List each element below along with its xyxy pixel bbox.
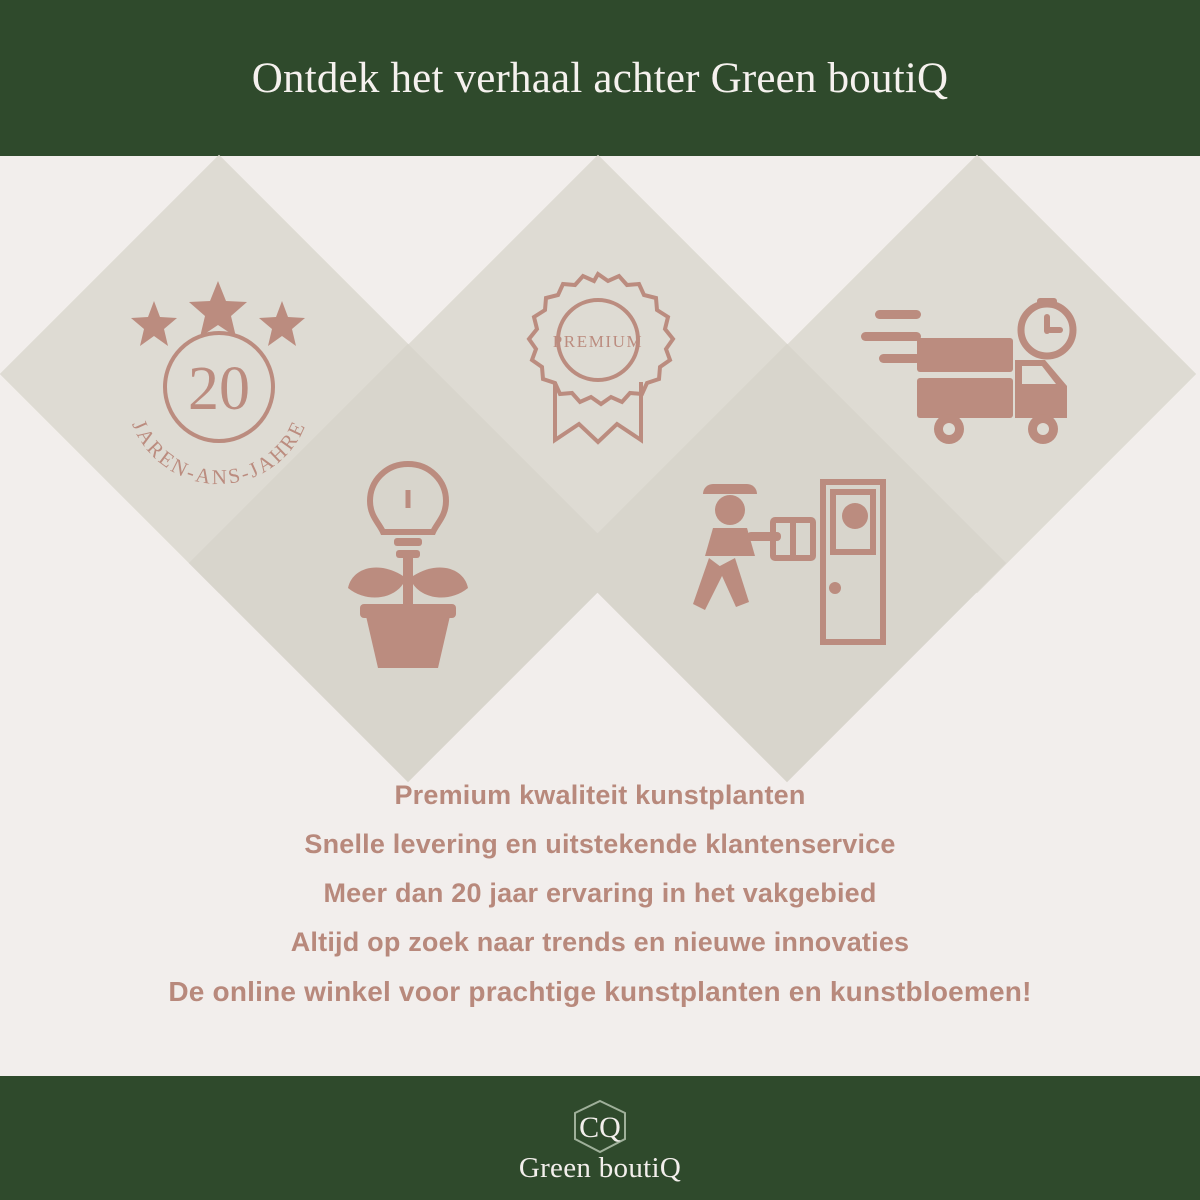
- header-banner: [0, 0, 1200, 156]
- page-title: Ontdek het verhaal achter Green boutiQ: [251, 54, 949, 102]
- list-item: De online winkel voor prachtige kunstplanten en kunstbloemen!: [168, 976, 1032, 1007]
- badge-experience-caption: JAREN-ANS-JAHRE: [127, 415, 311, 489]
- list-item: Snelle levering en uitstekende klantenservice: [304, 829, 896, 859]
- list-item: Meer dan 20 jaar ervaring in het vakgebied: [323, 878, 877, 908]
- lightbulb-plant-icon: [308, 448, 508, 678]
- footer-banner: [0, 1076, 1200, 1200]
- list-item: Altijd op zoek naar trends en nieuwe innovaties: [290, 927, 910, 957]
- badge-premium-label: PREMIUM: [552, 332, 644, 351]
- badge-diamond-grid: [0, 156, 1200, 776]
- brand-name: Green boutiQ: [518, 1151, 682, 1184]
- feature-list: [0, 782, 1200, 1006]
- courier-at-door-icon: [677, 458, 897, 668]
- greenboutiq-monogram-icon: [569, 1098, 631, 1156]
- badge-experience-number: 20: [188, 355, 250, 423]
- svg-text:CQ: CQ: [579, 1110, 621, 1144]
- list-item: Premium kwaliteit kunstplanten: [394, 780, 806, 810]
- brand-logo: [519, 1098, 681, 1185]
